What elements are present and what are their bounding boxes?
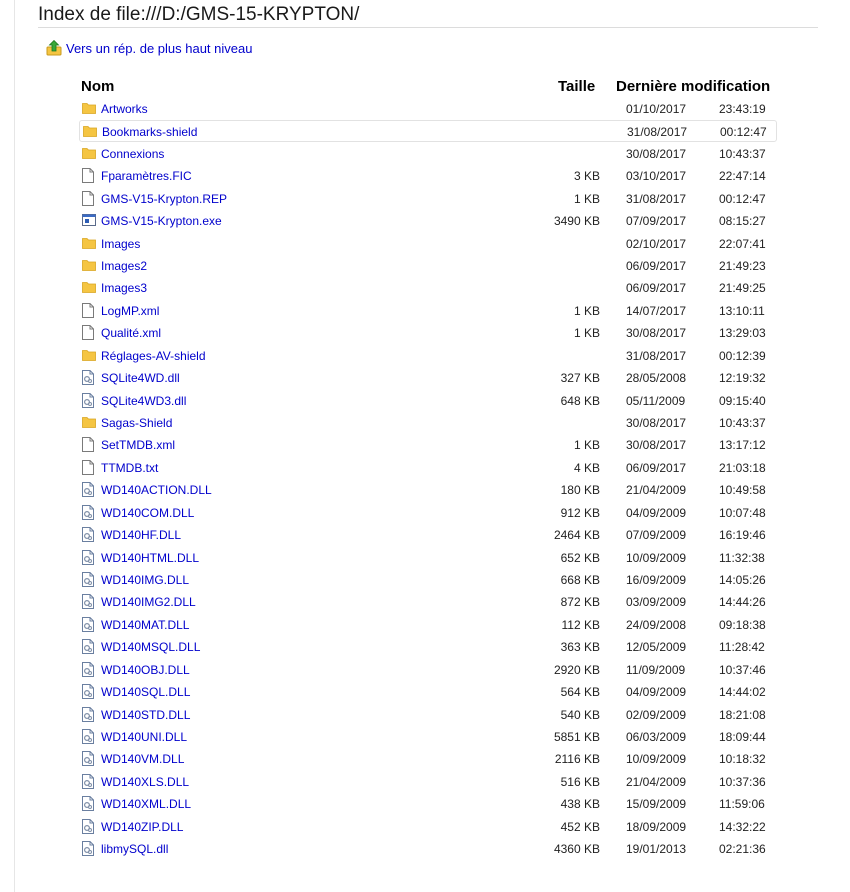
dll-file-icon xyxy=(82,393,96,409)
file-row[interactable] xyxy=(79,569,777,591)
file-icon xyxy=(82,460,96,476)
file-date: 03/10/2017 xyxy=(626,169,687,184)
file-name-link[interactable]: WD140UNI.DLL xyxy=(101,730,188,745)
file-time: 13:17:12 xyxy=(719,438,766,453)
folder-icon xyxy=(82,348,96,364)
dll-file-icon xyxy=(82,370,96,386)
file-row[interactable] xyxy=(79,704,777,726)
file-date: 31/08/2017 xyxy=(627,125,688,140)
file-row[interactable] xyxy=(79,479,777,501)
folder-icon xyxy=(82,236,96,252)
file-row[interactable] xyxy=(79,502,777,524)
file-time: 10:43:37 xyxy=(719,416,766,431)
file-size: 112 KB xyxy=(561,617,600,632)
file-name-link[interactable]: WD140HF.DLL xyxy=(101,528,182,543)
file-name-link[interactable]: libmySQL.dll xyxy=(101,842,169,857)
file-time: 09:18:38 xyxy=(719,617,766,632)
file-time: 14:44:02 xyxy=(719,685,766,700)
file-name-link[interactable]: WD140ZIP.DLL xyxy=(101,819,184,834)
parent-directory-label[interactable]: Vers un rép. de plus haut niveau xyxy=(66,40,253,56)
file-time: 09:15:40 xyxy=(719,393,766,408)
title-divider xyxy=(38,27,818,28)
file-date: 18/09/2009 xyxy=(626,819,687,834)
file-size: 452 KB xyxy=(560,819,600,834)
folder-icon xyxy=(82,280,96,296)
dll-file-icon xyxy=(82,684,96,700)
file-row[interactable] xyxy=(79,748,777,770)
file-row[interactable] xyxy=(79,98,777,120)
file-row[interactable] xyxy=(79,277,777,299)
file-size: 1 KB xyxy=(573,326,600,341)
dll-file-icon xyxy=(82,707,96,723)
file-row[interactable] xyxy=(79,188,777,210)
file-date: 04/09/2009 xyxy=(626,685,687,700)
file-time: 08:15:27 xyxy=(719,214,766,229)
file-date: 06/03/2009 xyxy=(626,730,687,745)
file-size: 1 KB xyxy=(573,303,600,318)
file-row[interactable] xyxy=(79,681,777,703)
file-size: 564 KB xyxy=(560,685,600,700)
file-time: 12:19:32 xyxy=(719,371,766,386)
file-row[interactable] xyxy=(79,771,777,793)
file-name-link[interactable]: Sagas-Shield xyxy=(101,416,173,431)
file-name-link[interactable]: WD140SQL.DLL xyxy=(101,685,191,700)
dll-file-icon xyxy=(82,774,96,790)
folder-icon xyxy=(83,124,97,140)
file-time: 11:59:06 xyxy=(719,797,765,812)
dll-file-icon xyxy=(82,751,96,767)
file-row[interactable] xyxy=(79,210,777,232)
dll-file-icon xyxy=(82,550,96,566)
file-size: 648 KB xyxy=(560,393,600,408)
file-date: 31/08/2017 xyxy=(626,191,687,206)
file-name-link[interactable]: GMS-V15-Krypton.REP xyxy=(101,191,228,206)
file-time: 18:21:08 xyxy=(719,707,766,722)
folder-icon xyxy=(82,101,96,117)
file-time: 00:12:47 xyxy=(720,125,767,140)
file-date: 24/09/2008 xyxy=(626,617,687,632)
column-header-name[interactable]: Nom xyxy=(81,78,115,95)
file-name-link[interactable]: TTMDB.txt xyxy=(101,460,159,475)
file-date: 30/08/2017 xyxy=(626,438,687,453)
file-row[interactable] xyxy=(79,591,777,613)
file-time: 13:29:03 xyxy=(719,326,766,341)
file-date: 03/09/2009 xyxy=(626,595,687,610)
file-name-link[interactable]: Images2 xyxy=(101,259,148,273)
file-date: 30/08/2017 xyxy=(626,146,687,161)
file-size: 438 KB xyxy=(560,797,600,812)
file-row[interactable] xyxy=(79,547,777,569)
file-size: 1 KB xyxy=(573,191,600,206)
file-row[interactable] xyxy=(79,659,777,681)
file-name-link[interactable]: SQLite4WD.dll xyxy=(101,371,180,386)
file-date: 19/01/2013 xyxy=(626,842,687,857)
file-name-link[interactable]: Artworks xyxy=(101,102,148,116)
file-row[interactable] xyxy=(79,120,777,142)
dll-file-icon xyxy=(82,594,96,610)
file-name-link[interactable]: WD140OBJ.DLL xyxy=(101,662,190,677)
file-date: 31/08/2017 xyxy=(626,348,687,363)
file-row[interactable] xyxy=(79,636,777,658)
file-time: 14:05:26 xyxy=(719,573,766,588)
file-time: 21:03:18 xyxy=(719,460,766,475)
folder-icon xyxy=(82,415,96,431)
column-header-modified[interactable]: Dernière modification xyxy=(616,78,771,95)
file-icon xyxy=(82,303,96,319)
file-row[interactable] xyxy=(79,524,777,546)
file-date: 21/04/2009 xyxy=(626,483,687,498)
file-size: 2920 KB xyxy=(553,662,600,677)
file-size: 180 KB xyxy=(560,483,600,498)
file-size: 327 KB xyxy=(560,371,600,386)
file-name-link[interactable]: GMS-V15-Krypton.exe xyxy=(101,214,222,229)
file-time: 22:07:41 xyxy=(719,236,766,251)
file-row[interactable] xyxy=(79,412,777,434)
file-date: 16/09/2009 xyxy=(626,573,687,588)
file-row[interactable] xyxy=(79,726,777,748)
file-time: 18:09:44 xyxy=(719,730,766,745)
file-row[interactable] xyxy=(79,457,777,479)
dll-file-icon xyxy=(82,639,96,655)
file-size: 2116 KB xyxy=(554,752,600,767)
file-name-link[interactable]: LogMP.xml xyxy=(101,303,160,318)
file-size: 363 KB xyxy=(560,640,600,655)
file-time: 11:28:42 xyxy=(719,640,765,655)
file-date: 02/10/2017 xyxy=(626,236,687,251)
file-size: 1 KB xyxy=(573,438,600,453)
file-time: 00:12:47 xyxy=(719,191,766,206)
file-date: 07/09/2009 xyxy=(626,528,687,543)
file-size: 3490 KB xyxy=(553,214,600,229)
file-time: 21:49:23 xyxy=(719,259,766,273)
file-name-link[interactable]: Fparamètres.FIC xyxy=(101,169,192,184)
dll-file-icon xyxy=(82,572,96,588)
file-size: 912 KB xyxy=(560,505,600,520)
file-row[interactable] xyxy=(79,165,777,187)
file-name-link[interactable]: WD140XML.DLL xyxy=(101,797,192,812)
file-date: 07/09/2017 xyxy=(626,214,687,229)
file-time: 10:37:36 xyxy=(719,774,766,789)
file-time: 10:18:32 xyxy=(719,752,766,767)
file-date: 30/08/2017 xyxy=(626,416,687,431)
file-icon xyxy=(82,191,96,207)
dll-file-icon xyxy=(82,617,96,633)
dll-file-icon xyxy=(82,662,96,678)
file-size: 668 KB xyxy=(560,573,600,588)
file-time: 14:32:22 xyxy=(719,819,766,834)
file-time: 10:43:37 xyxy=(719,146,766,161)
file-row[interactable] xyxy=(79,233,777,255)
dll-file-icon xyxy=(82,819,96,835)
dll-file-icon xyxy=(82,841,96,857)
file-name-link[interactable]: Images xyxy=(101,236,141,251)
file-name-link[interactable]: WD140XLS.DLL xyxy=(101,774,190,789)
file-time: 10:49:58 xyxy=(719,483,766,498)
page-title: Index de file:///D:/GMS-15-KRYPTON/ xyxy=(38,4,360,25)
dll-file-icon xyxy=(82,729,96,745)
file-name-link[interactable]: WD140MAT.DLL xyxy=(101,617,190,632)
file-size: 872 KB xyxy=(560,595,600,610)
file-name-link[interactable]: Qualité.xml xyxy=(101,326,162,341)
file-name-link[interactable]: SQLite4WD3.dll xyxy=(101,393,187,408)
file-name-link[interactable]: Bookmarks-shield xyxy=(102,125,198,140)
file-time: 16:19:46 xyxy=(719,528,766,543)
file-icon xyxy=(82,325,96,341)
file-date: 21/04/2009 xyxy=(626,774,687,789)
file-date: 04/09/2009 xyxy=(626,505,687,520)
file-date: 30/08/2017 xyxy=(626,326,687,341)
file-icon xyxy=(82,168,96,184)
file-date: 06/09/2017 xyxy=(626,259,687,273)
file-size: 516 KB xyxy=(560,774,600,789)
file-name-link[interactable]: Réglages-AV-shield xyxy=(101,348,206,363)
file-size: 4360 KB xyxy=(553,842,600,857)
file-date: 02/09/2009 xyxy=(626,707,687,722)
file-row[interactable] xyxy=(79,614,777,636)
folder-icon xyxy=(82,258,96,274)
file-size: 4 KB xyxy=(573,460,600,475)
file-size: 3 KB xyxy=(573,169,600,184)
up-arrow-folder-icon xyxy=(46,40,62,56)
file-date: 14/07/2017 xyxy=(626,303,687,318)
file-icon xyxy=(82,437,96,453)
file-size: 5851 KB xyxy=(553,730,600,745)
file-time: 10:37:46 xyxy=(719,662,766,677)
file-name-link[interactable]: WD140VM.DLL xyxy=(101,752,185,767)
file-name-link[interactable]: WD140IMG2.DLL xyxy=(101,595,196,610)
file-date: 06/09/2017 xyxy=(626,460,687,475)
dll-file-icon xyxy=(82,505,96,521)
dll-file-icon xyxy=(82,482,96,498)
file-time: 10:07:48 xyxy=(719,505,766,520)
file-date: 06/09/2017 xyxy=(626,281,687,296)
file-time: 22:47:14 xyxy=(719,169,766,184)
file-time: 02:21:36 xyxy=(719,842,766,857)
dll-file-icon xyxy=(82,796,96,812)
file-name-link[interactable]: Images3 xyxy=(101,281,148,296)
file-date: 10/09/2009 xyxy=(626,550,687,565)
file-row[interactable] xyxy=(79,345,777,367)
file-size: 2464 KB xyxy=(553,528,600,543)
file-date: 12/05/2009 xyxy=(626,640,687,655)
file-name-link[interactable]: WD140HTML.DLL xyxy=(101,550,200,565)
folder-icon xyxy=(82,146,96,162)
file-time: 11:32:38 xyxy=(719,550,765,565)
file-time: 00:12:39 xyxy=(719,348,766,363)
file-date: 15/09/2009 xyxy=(626,797,687,812)
file-row[interactable] xyxy=(79,300,777,322)
file-time: 13:10:11 xyxy=(719,303,765,318)
file-row[interactable] xyxy=(79,367,777,389)
file-time: 14:44:26 xyxy=(719,595,766,610)
dll-file-icon xyxy=(82,527,96,543)
file-size: 540 KB xyxy=(560,707,600,722)
file-row[interactable] xyxy=(79,390,777,412)
file-date: 01/10/2017 xyxy=(626,102,687,116)
file-row[interactable] xyxy=(79,793,777,815)
file-size: 652 KB xyxy=(560,550,600,565)
file-row[interactable] xyxy=(79,143,777,165)
file-row[interactable] xyxy=(79,434,777,456)
file-name-link[interactable]: WD140ACTION.DLL xyxy=(101,483,212,498)
file-name-link[interactable]: WD140COM.DLL xyxy=(101,505,195,520)
parent-directory-link[interactable] xyxy=(46,39,252,57)
file-name-link[interactable]: WD140IMG.DLL xyxy=(101,573,190,588)
file-date: 11/09/2009 xyxy=(626,662,686,677)
executable-icon xyxy=(82,213,96,229)
column-header-size[interactable]: Taille xyxy=(558,78,596,95)
file-row[interactable] xyxy=(79,838,777,860)
file-date: 10/09/2009 xyxy=(626,752,687,767)
file-name-link[interactable]: SetTMDB.xml xyxy=(101,438,176,453)
file-row[interactable] xyxy=(79,255,777,277)
file-name-link[interactable]: WD140MSQL.DLL xyxy=(101,640,201,655)
file-date: 05/11/2009 xyxy=(626,393,686,408)
file-date: 28/05/2008 xyxy=(626,371,687,386)
file-name-link[interactable]: Connexions xyxy=(101,146,165,161)
file-row[interactable] xyxy=(79,322,777,344)
file-time: 23:43:19 xyxy=(719,102,766,116)
file-time: 21:49:25 xyxy=(719,281,766,296)
file-row[interactable] xyxy=(79,816,777,838)
file-name-link[interactable]: WD140STD.DLL xyxy=(101,707,191,722)
